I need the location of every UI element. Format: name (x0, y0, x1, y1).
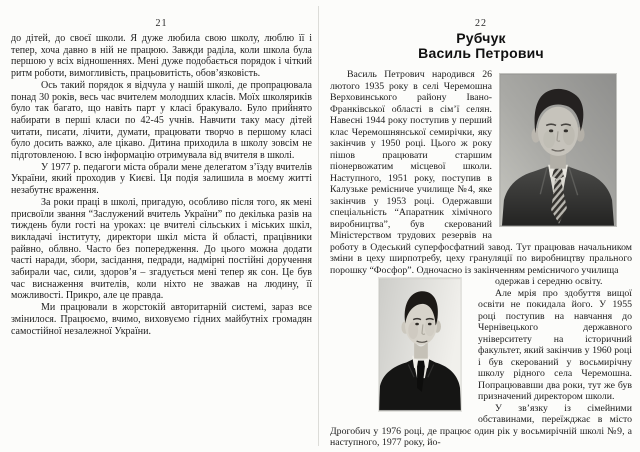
chapter-title (330, 31, 632, 61)
page-gutter-divider (318, 6, 319, 446)
title-surname: Рубчук (456, 30, 506, 46)
paragraph-honored-teacher: За роки праці в школі, пригадую, особливо після того, як мені присвоїли звання “Заслужений вчитель України” по декілька разів на тиждень були гості на уроках: це вчителі сільських і міських шкіл, викладачі інституту, директори шкіл міста й області, працівники райвно, облвно. Часто без попередження. До цього можна додати часті наради, збори, засідання, педради, надмірні постійні доручення забирали час, сили, здоров’я – згадується мені тепер як сон. Це був час виснаження вчителів, коли ніхто не зважав на людину, її можливості. Прикро, але це правда. (11, 196, 312, 302)
paragraph-birth-education: Василь Петрович народився 26 лютого 1935 року в селі Черемошна Верховинського району Івано-Франківської області в сім’ї селян. Навесні 1944 року поступив у перший клас Черемошнянської семирічки, яку закінчив у 1950 році. Цього ж року пішов працювати старшим піонервожатим місцевої школи. Наступного, 1951 року, поступив в Калузьке ремісниче училище №4, яке закінчив у 1953 році. Одержавши спеціальність “Апаратник хімічного виробництва”, був скерований Міністерством трудових резервів на роботу в Одеський суперфосфатний завод. Тут працював начальником зміни в цеху ширпотребу, цеху грануляції по виробництву прального порошку “Фосфор”. Одночасно із закінченням ремісничого училища (330, 69, 632, 276)
paragraph-move-drohobych: У зв’язку із сімейними обставинами, переїжджає в місто Дрогобич у 1976 році, де працює один рік у восьмирічній школі №9, а наступного, 1977 року, йо- (330, 402, 632, 448)
paragraph-secondary-education-text: одержав і середню освіту. (495, 276, 603, 287)
paragraph-delegate-1977: У 1977 р. педагоги міста обрали мене делегатом з’їзду вчителів України, який проходив у Києві. Ця подія залишила в моєму житті незабутнє враження. (11, 161, 312, 197)
photo-portrait-young-drawing (500, 74, 616, 226)
paragraph-university: Але мрія про здобуття вищої освіти не покидала його. У 1955 році поступив на навчання до Чернівецького державного університету на історичний факультет, який закінчив у 1960 році і був скерований у восьмирічну школу рідного села Черемошна. Попрацювавши два роки, тут же був призначений директором школи. (478, 287, 632, 402)
page-right (330, 0, 632, 449)
title-given-names: Василь Петрович (418, 45, 544, 61)
paragraph-school-love: до дітей, до своєї школи. Я дуже любила свою школу, люблю її і тепер, хоча давно в ній не працюю. Завжди раділа, коли школа була першою у всіх відношеннях. Мені дуже подобається порядок і чіткий ритм роботи, вимогливість, працьовитість, обов’язковість. (11, 33, 312, 80)
photo-portrait-older-drawing (379, 278, 461, 411)
page-right-body (330, 69, 632, 449)
photo-portrait-young (499, 73, 617, 227)
paragraph-secondary-education (330, 276, 632, 288)
page-number-right: 22 (475, 18, 487, 29)
page-left (11, 0, 312, 337)
photo-portrait-older (378, 277, 462, 412)
paragraph-school-order: Ось такий порядок я відчула у нашій школі, де пропрацювала понад 30 років, весь час вчителем молодших класів. Моїх школяриків було так багато, що навіть парт у класі бракувало. Було прийнято набирати в перші класи по 42-45 учнів. Навчити таку масу дітей читати, писати, лічити, думати, працювати творчо в першому класі було досить важко, але цікаво. Дитина приходила в школу зовсім не підготовленою. І всю інформацію отримувала від вчителя в школі. (11, 79, 312, 162)
paragraph-authoritarian-system: Ми працювали в жорстокій авторитарній системі, зараз все змінилося. Працюємо, вчимо, виховуємо гідних майбутніх громадян самостійної незалежної України. (11, 302, 312, 337)
page-number-left: 21 (155, 18, 168, 29)
